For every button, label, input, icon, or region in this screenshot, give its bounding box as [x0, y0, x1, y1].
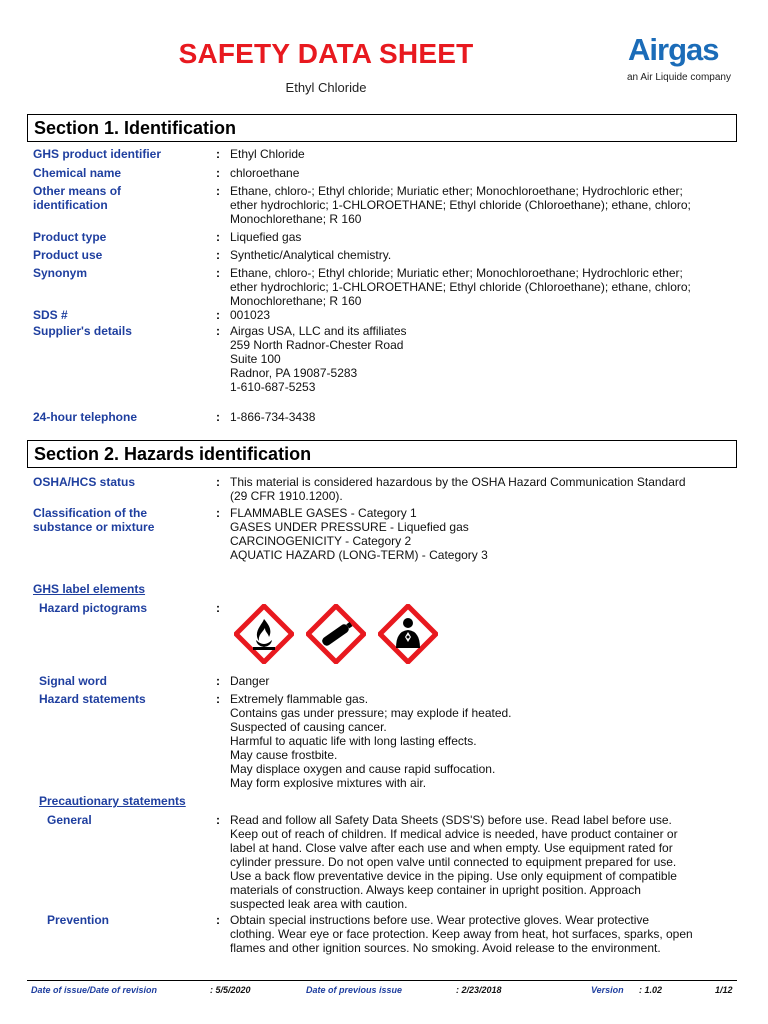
field-label: 24-hour telephone — [33, 410, 138, 424]
footer-version-value: : 1.02 — [639, 985, 663, 995]
field-value — [230, 913, 730, 955]
field-value-line: GASES UNDER PRESSURE - Liquefied gas — [230, 520, 469, 534]
field-label: Chemical name — [33, 166, 122, 180]
field-label: SDS # — [33, 308, 68, 322]
field-label: Prevention — [47, 913, 110, 927]
section2-heading — [27, 440, 737, 468]
field-value — [230, 230, 730, 244]
section1-heading — [27, 114, 737, 142]
field-value-line: ether hydrochloric; 1-CHLOROETHANE; Ethyl chloride (Chloroethane); ethane, chloro; — [230, 198, 691, 212]
field-colon: : — [216, 410, 220, 424]
field-colon: : — [216, 324, 220, 338]
page-footer — [27, 980, 737, 999]
field-label: Hazard pictograms — [39, 601, 148, 615]
field-value-line: Read and follow all Safety Data Sheets (SDS'S) before use. Read label before use. — [230, 813, 672, 827]
field-value-line: Suspected of causing cancer. — [230, 720, 387, 734]
field-colon: : — [216, 601, 220, 615]
gas-cylinder-pictogram — [306, 604, 366, 664]
field-value-line: ether hydrochloric; 1-CHLOROETHANE; Ethyl chloride (Chloroethane); ethane, chloro; — [230, 280, 691, 294]
field-value-line: materials of construction. Always keep container in upright position. Approach — [230, 883, 641, 897]
field-colon: : — [216, 813, 220, 827]
field-value-line: 1-610-687-5253 — [230, 380, 316, 394]
field-value-line: Use a back flow preventative device in the piping. Use only equipment of compatible — [230, 869, 677, 883]
footer-previous-label: Date of previous issue — [306, 985, 403, 995]
field-value-line: Keep out of reach of children. If medical advice is needed, have product container or — [230, 827, 678, 841]
field-value-line: cylinder pressure. Do not open valve until connected to equipment prepared for use. — [230, 855, 677, 869]
field-label: Synonym — [33, 266, 88, 280]
field-value-line: Danger — [230, 674, 270, 688]
ghs-label-elements-heading: GHS label elements — [33, 582, 146, 596]
footer-issue-label: Date of issue/Date of revision — [31, 985, 158, 995]
field-label: Classification of the substance or mixture — [33, 506, 155, 534]
field-value — [230, 506, 730, 562]
field-colon: : — [216, 184, 220, 198]
field-colon: : — [216, 692, 220, 706]
field-label: Signal word — [39, 674, 108, 688]
field-value-line: Monochlorethane; R 160 — [230, 294, 362, 308]
footer-issue-value: : 5/5/2020 — [210, 985, 251, 995]
field-value — [230, 410, 730, 424]
field-value-line: May cause frostbite. — [230, 748, 338, 762]
field-value-line: suspected leak area with caution. — [230, 897, 408, 911]
field-value-line: Suite 100 — [230, 352, 281, 366]
field-value — [230, 324, 730, 394]
field-value-line: (29 CFR 1910.1200). — [230, 489, 343, 503]
field-label: Product use — [33, 248, 103, 262]
field-value — [230, 475, 730, 503]
field-value — [230, 308, 730, 322]
field-value-line: clothing. Wear eye or face protection. Keep away from heat, hot surfaces, sparks, open — [230, 927, 693, 941]
field-value — [230, 166, 730, 180]
footer-page-number: 1/12 — [715, 985, 733, 995]
field-value-line: Monochlorethane; R 160 — [230, 212, 362, 226]
field-value — [230, 184, 730, 226]
field-value — [230, 147, 730, 161]
field-label: Supplier's details — [33, 324, 132, 338]
field-value-line: AQUATIC HAZARD (LONG-TERM) - Category 3 — [230, 548, 488, 562]
field-colon: : — [216, 266, 220, 280]
section1-heading-text: Section 1. Identification — [34, 118, 237, 138]
field-value — [230, 248, 730, 262]
field-value-line: 259 North Radnor-Chester Road — [230, 338, 404, 352]
flame-pictogram — [234, 604, 294, 664]
precautionary-statements-heading: Precautionary statements — [39, 794, 186, 808]
field-value-line: Ethyl Chloride — [230, 147, 305, 161]
field-colon: : — [216, 230, 220, 244]
health-hazard-pictogram — [378, 604, 438, 664]
footer-version-label: Version — [591, 985, 624, 995]
field-value-line: flames and other ignition sources. No smoking. Avoid release to the environment. — [230, 941, 661, 955]
field-value-line: This material is considered hazardous by the OSHA Hazard Communication Standard — [230, 475, 686, 489]
footer-previous-value: : 2/23/2018 — [456, 985, 502, 995]
field-value-line: Contains gas under pressure; may explode if heated. — [230, 706, 512, 720]
field-colon: : — [216, 475, 220, 489]
field-colon: : — [216, 147, 220, 161]
field-value-line: Airgas USA, LLC and its affiliates — [230, 324, 407, 338]
field-label: OSHA/HCS status — [33, 475, 136, 489]
field-colon: : — [216, 166, 220, 180]
field-value-line: Radnor, PA 19087-5283 — [230, 366, 358, 380]
field-value-line: Obtain special instructions before use. Wear protective gloves. Wear protective — [230, 913, 650, 927]
field-value — [230, 813, 730, 911]
field-value — [230, 674, 730, 688]
field-value-line: CARCINOGENICITY - Category 2 — [230, 534, 412, 548]
field-value-line: 001023 — [230, 308, 271, 322]
field-label: General — [47, 813, 92, 827]
field-value-line: 1-866-734-3438 — [230, 410, 316, 424]
field-value-line: Ethane, chloro-; Ethyl chloride; Muriatic ether; Monochloroethane; Hydrochloric ether; — [230, 184, 683, 198]
logo-word: Airgas — [628, 32, 719, 67]
document-title: SAFETY DATA SHEET — [178, 38, 474, 69]
field-value — [230, 266, 730, 308]
field-colon: : — [216, 248, 220, 262]
airgas-logo — [624, 32, 742, 88]
field-value-line: May form explosive mixtures with air. — [230, 776, 427, 790]
field-value-line: FLAMMABLE GASES - Category 1 — [230, 506, 417, 520]
field-label: GHS product identifier — [33, 147, 162, 161]
section2-heading-text: Section 2. Hazards identification — [34, 444, 312, 464]
field-colon: : — [216, 506, 220, 520]
field-label: Product type — [33, 230, 107, 244]
field-value-line: Synthetic/Analytical chemistry. — [230, 248, 392, 262]
field-colon: : — [216, 674, 220, 688]
field-value-line: Harmful to aquatic life with long lasting effects. — [230, 734, 477, 748]
field-value-line: Extremely flammable gas. — [230, 692, 369, 706]
field-value-line: label at hand. Close valve after each use and when empty. Use equipment rated for — [230, 841, 673, 855]
field-value-line: chloroethane — [230, 166, 300, 180]
field-label: Hazard statements — [39, 692, 146, 706]
field-value-line: May displace oxygen and cause rapid suffocation. — [230, 762, 496, 776]
field-colon: : — [216, 308, 220, 322]
field-label: Other means of identification — [33, 184, 122, 212]
field-value — [230, 692, 730, 790]
field-value-line: Liquefied gas — [230, 230, 302, 244]
logo-tagline: an Air Liquide company — [627, 72, 731, 83]
field-colon: : — [216, 913, 220, 927]
field-value-line: Ethane, chloro-; Ethyl chloride; Muriatic ether; Monochloroethane; Hydrochloric ether; — [230, 266, 683, 280]
product-name: Ethyl Chloride — [285, 80, 367, 95]
